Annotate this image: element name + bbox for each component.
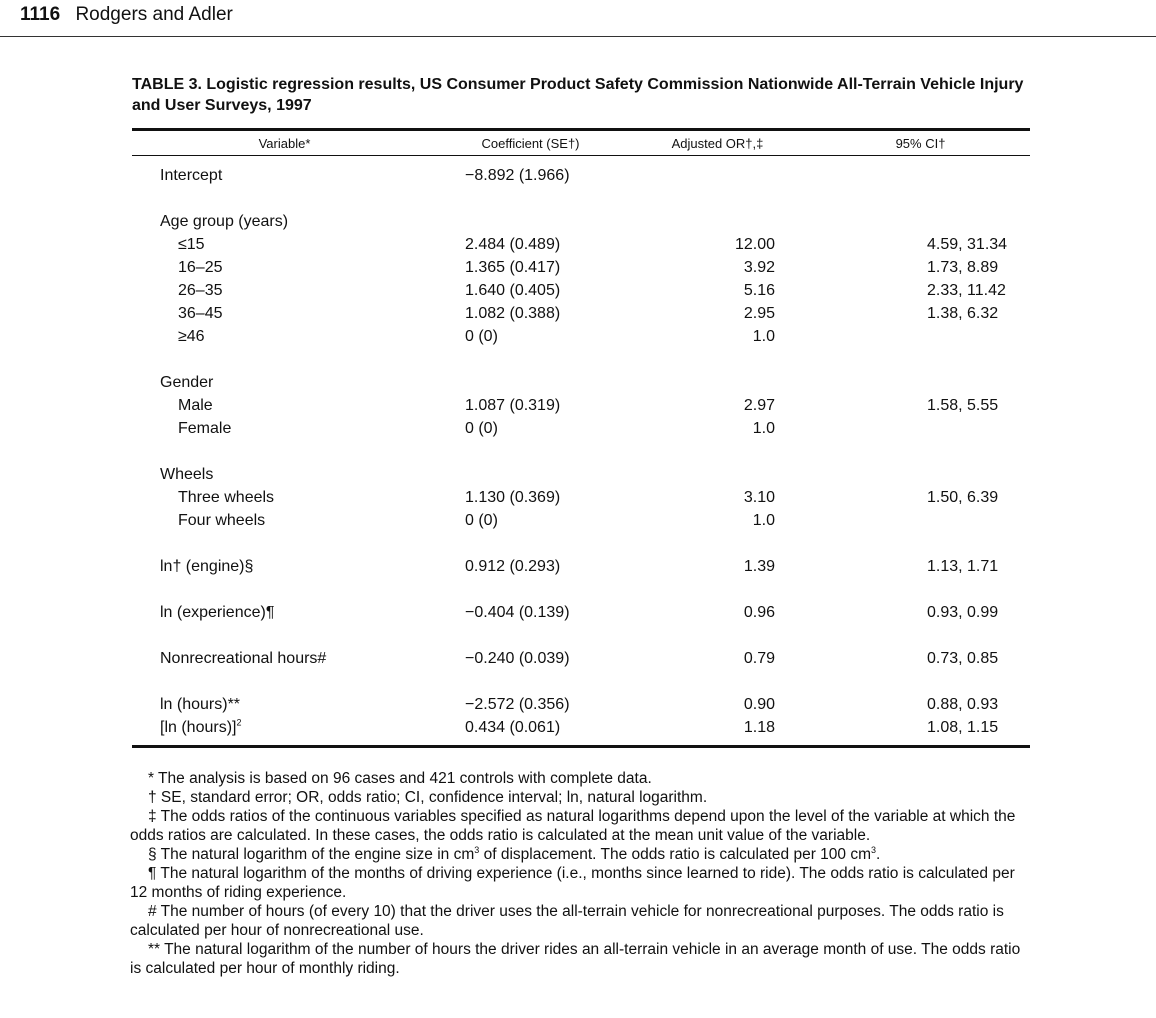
- ci-cell: [775, 417, 1030, 440]
- table-row: [132, 693, 1030, 716]
- odds-ratio-cell: 1.0: [752, 328, 775, 345]
- table-row: [132, 647, 1030, 670]
- odds-ratio-cell: 5.16: [743, 282, 775, 299]
- group-label: Gender: [160, 374, 214, 391]
- table-row: [132, 486, 1030, 509]
- odds-ratio-cell: 0.96: [743, 604, 775, 621]
- ci-cell: 4.59, 31.34: [927, 236, 1008, 253]
- variable-name: 16–25: [178, 259, 223, 276]
- coefficient-cell: −0.240 (0.039): [465, 650, 570, 667]
- variable-cell: [132, 325, 451, 348]
- footnote: † SE, standard error; OR, odds ratio; CI, confidence interval; ln, natural logarithm.: [148, 789, 708, 806]
- row-spacer: [132, 670, 1030, 693]
- footnote: * The analysis is based on 96 cases and 421 controls with complete data.: [148, 770, 652, 787]
- odds-ratio-cell: 2.97: [743, 397, 775, 414]
- ci-cell: 1.50, 6.39: [927, 489, 999, 506]
- variable-name: ≤15: [178, 236, 205, 253]
- table-row: [132, 716, 1030, 739]
- variable-name: [ln (hours)]: [160, 719, 237, 736]
- variable-cell: [132, 394, 451, 417]
- table-body: [132, 156, 1030, 745]
- variable-cell: [132, 509, 451, 532]
- ci-cell: 0.88, 0.93: [927, 696, 999, 713]
- row-spacer: [132, 348, 1030, 371]
- odds-ratio-cell: [687, 164, 775, 187]
- variable-cell: [132, 693, 451, 716]
- coefficient-cell: 0.434 (0.061): [465, 719, 561, 736]
- variable-cell: [132, 233, 451, 256]
- variable-cell: [132, 555, 451, 578]
- table-footnotes: [130, 769, 1032, 978]
- variable-name: 26–35: [178, 282, 223, 299]
- table-row: [132, 164, 1030, 187]
- superscript: 2: [236, 717, 242, 728]
- footnote: ¶ The natural logarithm of the months of driving experience (i.e., months since learned to ride). The odds ratio is calculated per 12 months of riding experience.: [130, 865, 1015, 901]
- coefficient-cell: 0 (0): [465, 328, 498, 345]
- coefficient-cell: 1.365 (0.417): [465, 259, 561, 276]
- variable-name: Three wheels: [178, 489, 275, 506]
- coefficient-cell: 0 (0): [465, 420, 498, 437]
- row-spacer: [132, 532, 1030, 555]
- odds-ratio-cell: 3.92: [743, 259, 775, 276]
- variable-name: Male: [178, 397, 213, 414]
- coefficient-cell: −8.892 (1.966): [465, 167, 570, 184]
- table-row: [132, 394, 1030, 417]
- odds-ratio-cell: 0.90: [743, 696, 775, 713]
- footnote-text: § The natural logarithm of the engine size in cm: [148, 846, 475, 863]
- superscript: 3: [871, 844, 877, 855]
- coefficient-cell: 1.130 (0.369): [465, 489, 561, 506]
- variable-cell: [132, 164, 451, 187]
- footnote-text: .: [876, 846, 881, 863]
- footnote-text: of displacement. The odds ratio is calculated per 100 cm: [479, 846, 872, 863]
- row-spacer: [132, 578, 1030, 601]
- table-row: [132, 601, 1030, 624]
- variable-cell: [132, 417, 451, 440]
- group-label: Wheels: [160, 466, 214, 483]
- group-label: Age group (years): [160, 213, 289, 230]
- odds-ratio-cell: 3.10: [743, 489, 775, 506]
- coefficient-cell: −2.572 (0.356): [465, 696, 570, 713]
- coefficient-cell: 0.912 (0.293): [465, 558, 561, 575]
- footnote: [130, 845, 1032, 864]
- group-label-row: [132, 371, 1030, 394]
- superscript: 3: [474, 844, 480, 855]
- ci-cell: 0.73, 0.85: [927, 650, 999, 667]
- variable-cell: [132, 256, 451, 279]
- table-row: [132, 417, 1030, 440]
- coefficient-cell: 0 (0): [465, 512, 498, 529]
- column-header: Coefficient (SE†): [481, 135, 580, 151]
- odds-ratio-cell: 1.0: [752, 512, 775, 529]
- group-label-row: [132, 463, 1030, 486]
- table-row: [132, 509, 1030, 532]
- ci-cell: 2.33, 11.42: [927, 282, 1006, 299]
- ci-cell: 1.73, 8.89: [927, 259, 999, 276]
- group-label-row: [132, 210, 1030, 233]
- ci-cell: [775, 325, 1030, 348]
- odds-ratio-cell: 1.39: [743, 558, 775, 575]
- ci-cell: 1.58, 5.55: [927, 397, 999, 414]
- row-spacer: [132, 440, 1030, 463]
- odds-ratio-cell: 1.0: [752, 420, 775, 437]
- table-row: [132, 555, 1030, 578]
- variable-cell: [132, 647, 451, 670]
- running-authors: Rodgers and Adler: [75, 4, 233, 25]
- variable-cell: [132, 279, 451, 302]
- coefficient-cell: 1.087 (0.319): [465, 397, 561, 414]
- odds-ratio-cell: 2.95: [743, 305, 775, 322]
- coefficient-cell: 1.640 (0.405): [465, 282, 561, 299]
- variable-name: ≥46: [178, 328, 205, 345]
- variable-name: Four wheels: [178, 512, 266, 529]
- odds-ratio-cell: 0.79: [743, 650, 775, 667]
- coefficient-cell: 2.484 (0.489): [465, 236, 561, 253]
- variable-name: ln (experience)¶: [160, 604, 275, 621]
- footnote: # The number of hours (of every 10) that the driver uses the all-terrain vehicle for nonrecreational purposes. The odds ratio is calculated per hour of nonrecreational use.: [130, 903, 1004, 939]
- variable-cell: [132, 716, 451, 739]
- variable-name: Nonrecreational hours#: [160, 650, 327, 667]
- odds-ratio-cell: 1.18: [743, 719, 775, 736]
- table-row: [132, 302, 1030, 325]
- page-number: 1116: [20, 4, 61, 25]
- variable-name: ln (hours)**: [160, 696, 241, 713]
- table-row: [132, 233, 1030, 256]
- coefficient-cell: 1.082 (0.388): [465, 305, 561, 322]
- table-header-row: [132, 131, 1030, 155]
- ci-cell: [775, 509, 1030, 532]
- column-header: Variable*: [258, 135, 311, 151]
- regression-table: [132, 74, 1030, 748]
- ci-cell: 1.13, 1.71: [927, 558, 999, 575]
- variable-name: Female: [178, 420, 232, 437]
- table-row: [132, 279, 1030, 302]
- coefficient-cell: −0.404 (0.139): [465, 604, 570, 621]
- variable-cell: [132, 601, 451, 624]
- table-row: [132, 325, 1030, 348]
- variable-name: 36–45: [178, 305, 223, 322]
- column-header: 95% CI†: [895, 135, 946, 151]
- ci-cell: 1.08, 1.15: [927, 719, 999, 736]
- ci-cell: [775, 164, 1030, 187]
- ci-cell: 1.38, 6.32: [927, 305, 999, 322]
- table-row: [132, 256, 1030, 279]
- header-rule: [0, 36, 1156, 37]
- footnote: ** The natural logarithm of the number of hours the driver rides an all-terrain vehicle in an average month of use. The odds ratio is calculated per hour of monthly riding.: [130, 941, 1021, 977]
- variable-name: ln† (engine)§: [160, 558, 254, 575]
- table-caption: TABLE 3. Logistic regression results, US Consumer Product Safety Commission Nationwide All-Terrain Vehicle Injury and User Surveys, 1997: [132, 76, 1024, 114]
- variable-cell: [132, 486, 451, 509]
- table-bottom-rule: [132, 745, 1030, 748]
- row-spacer: [132, 187, 1030, 210]
- ci-cell: 0.93, 0.99: [927, 604, 999, 621]
- row-spacer: [132, 624, 1030, 647]
- running-header: [20, 4, 233, 26]
- variable-name: Intercept: [160, 167, 223, 184]
- odds-ratio-cell: 12.00: [734, 236, 775, 253]
- variable-cell: [132, 302, 451, 325]
- column-header: Adjusted OR†,‡: [671, 135, 764, 151]
- footnote: ‡ The odds ratios of the continuous variables specified as natural logarithms depend upon the level of the variable at which the odds ratios are calculated. In these cases, the odds ratio is calculated at the mean unit value of the variable.: [130, 808, 1016, 844]
